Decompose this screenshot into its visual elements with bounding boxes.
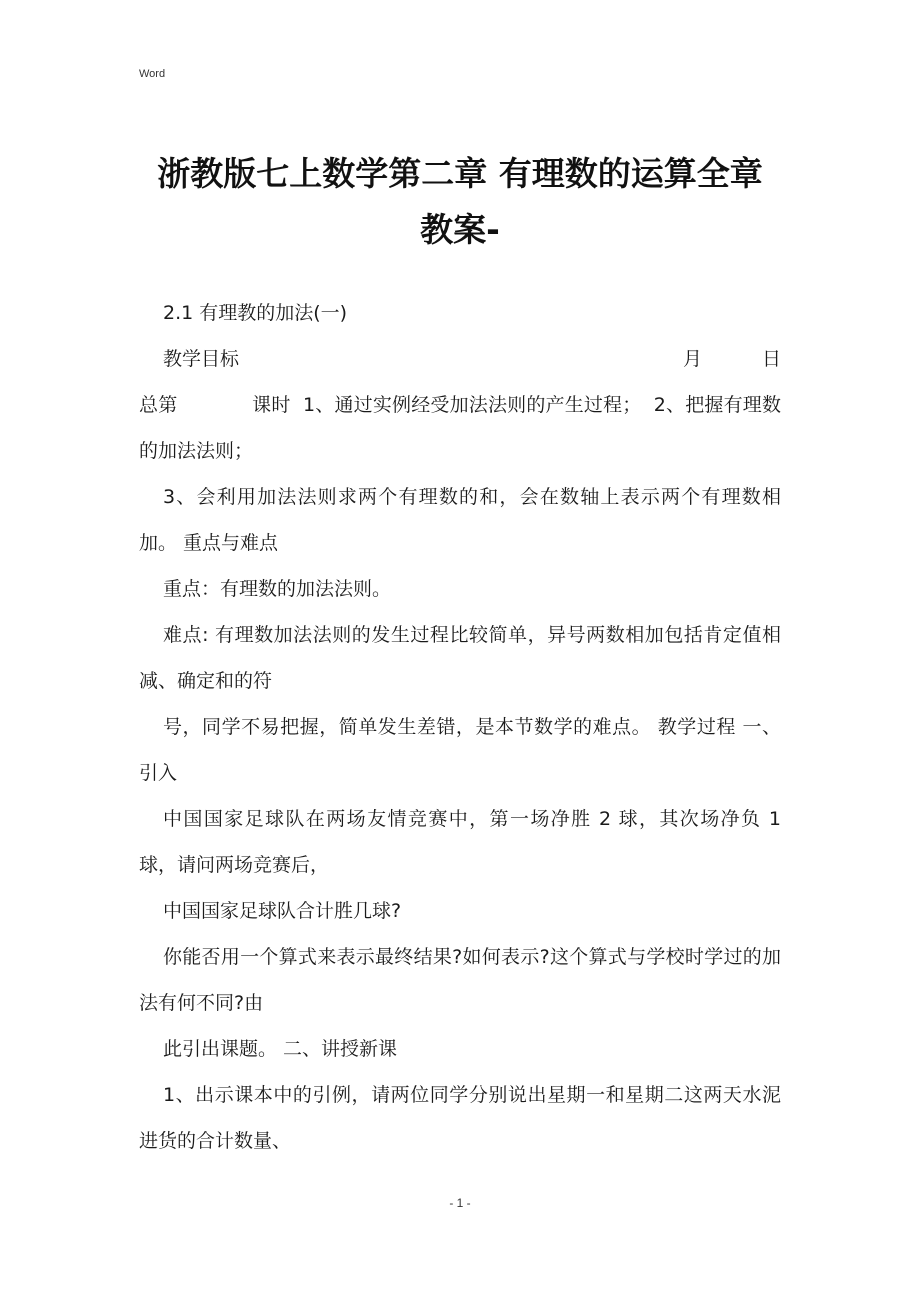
section-heading: 2.1 有理教的加法(一) [163,302,348,324]
paragraph: 3、会利用加法法则求两个有理数的和，会在数轴上表示两个有理数相加。 重点与难点 [139,486,781,554]
header-label: Word [139,68,166,80]
paragraph: 中国国家足球队合计胜几球? [163,900,402,922]
date-fields [683,336,781,382]
document-body [139,290,781,1164]
paragraph: 此引出课题。 二、讲授新课 [163,1038,398,1060]
title-line-1: 浙教版七上数学第二章 有理数的运算全章 [157,154,763,193]
document-title [139,146,781,258]
paragraph: 总第 课时 1、通过实例经受加法法则的产生过程； 2、把握有理数的加法法则； [139,394,781,462]
paragraph: 1、出示课本中的引例，请两位同学分别说出星期一和星期二这两天水泥进货的合计数量、 [139,1084,781,1152]
day-label: 日 [761,348,781,370]
paragraph: 你能否用一个算式来表示最终结果?如何表示?这个算式与学校时学过的加法有何不同?由 [139,946,781,1014]
paragraph: 中国国家足球队在两场友情竞赛中，第一场净胜 2 球，其次场净负 1 球，请问两场竞赛后， [139,808,781,876]
title-line-2: 教案- [420,210,500,249]
paragraph: 号，同学不易把握，简单发生差错，是本节数学的难点。 教学过程 一、引入 [139,716,781,784]
teaching-goals-label: 教学目标 [163,348,240,370]
paragraph: 难点: 有理数加法法则的发生过程比较简单，异号两数相加包括肯定值相减、确定和的符 [139,624,781,692]
page-number: - 1 - [449,1196,471,1210]
paragraph: 重点：有理数的加法法则。 [163,578,392,600]
month-label: 月 [682,348,702,370]
teaching-goals-row [139,336,781,382]
